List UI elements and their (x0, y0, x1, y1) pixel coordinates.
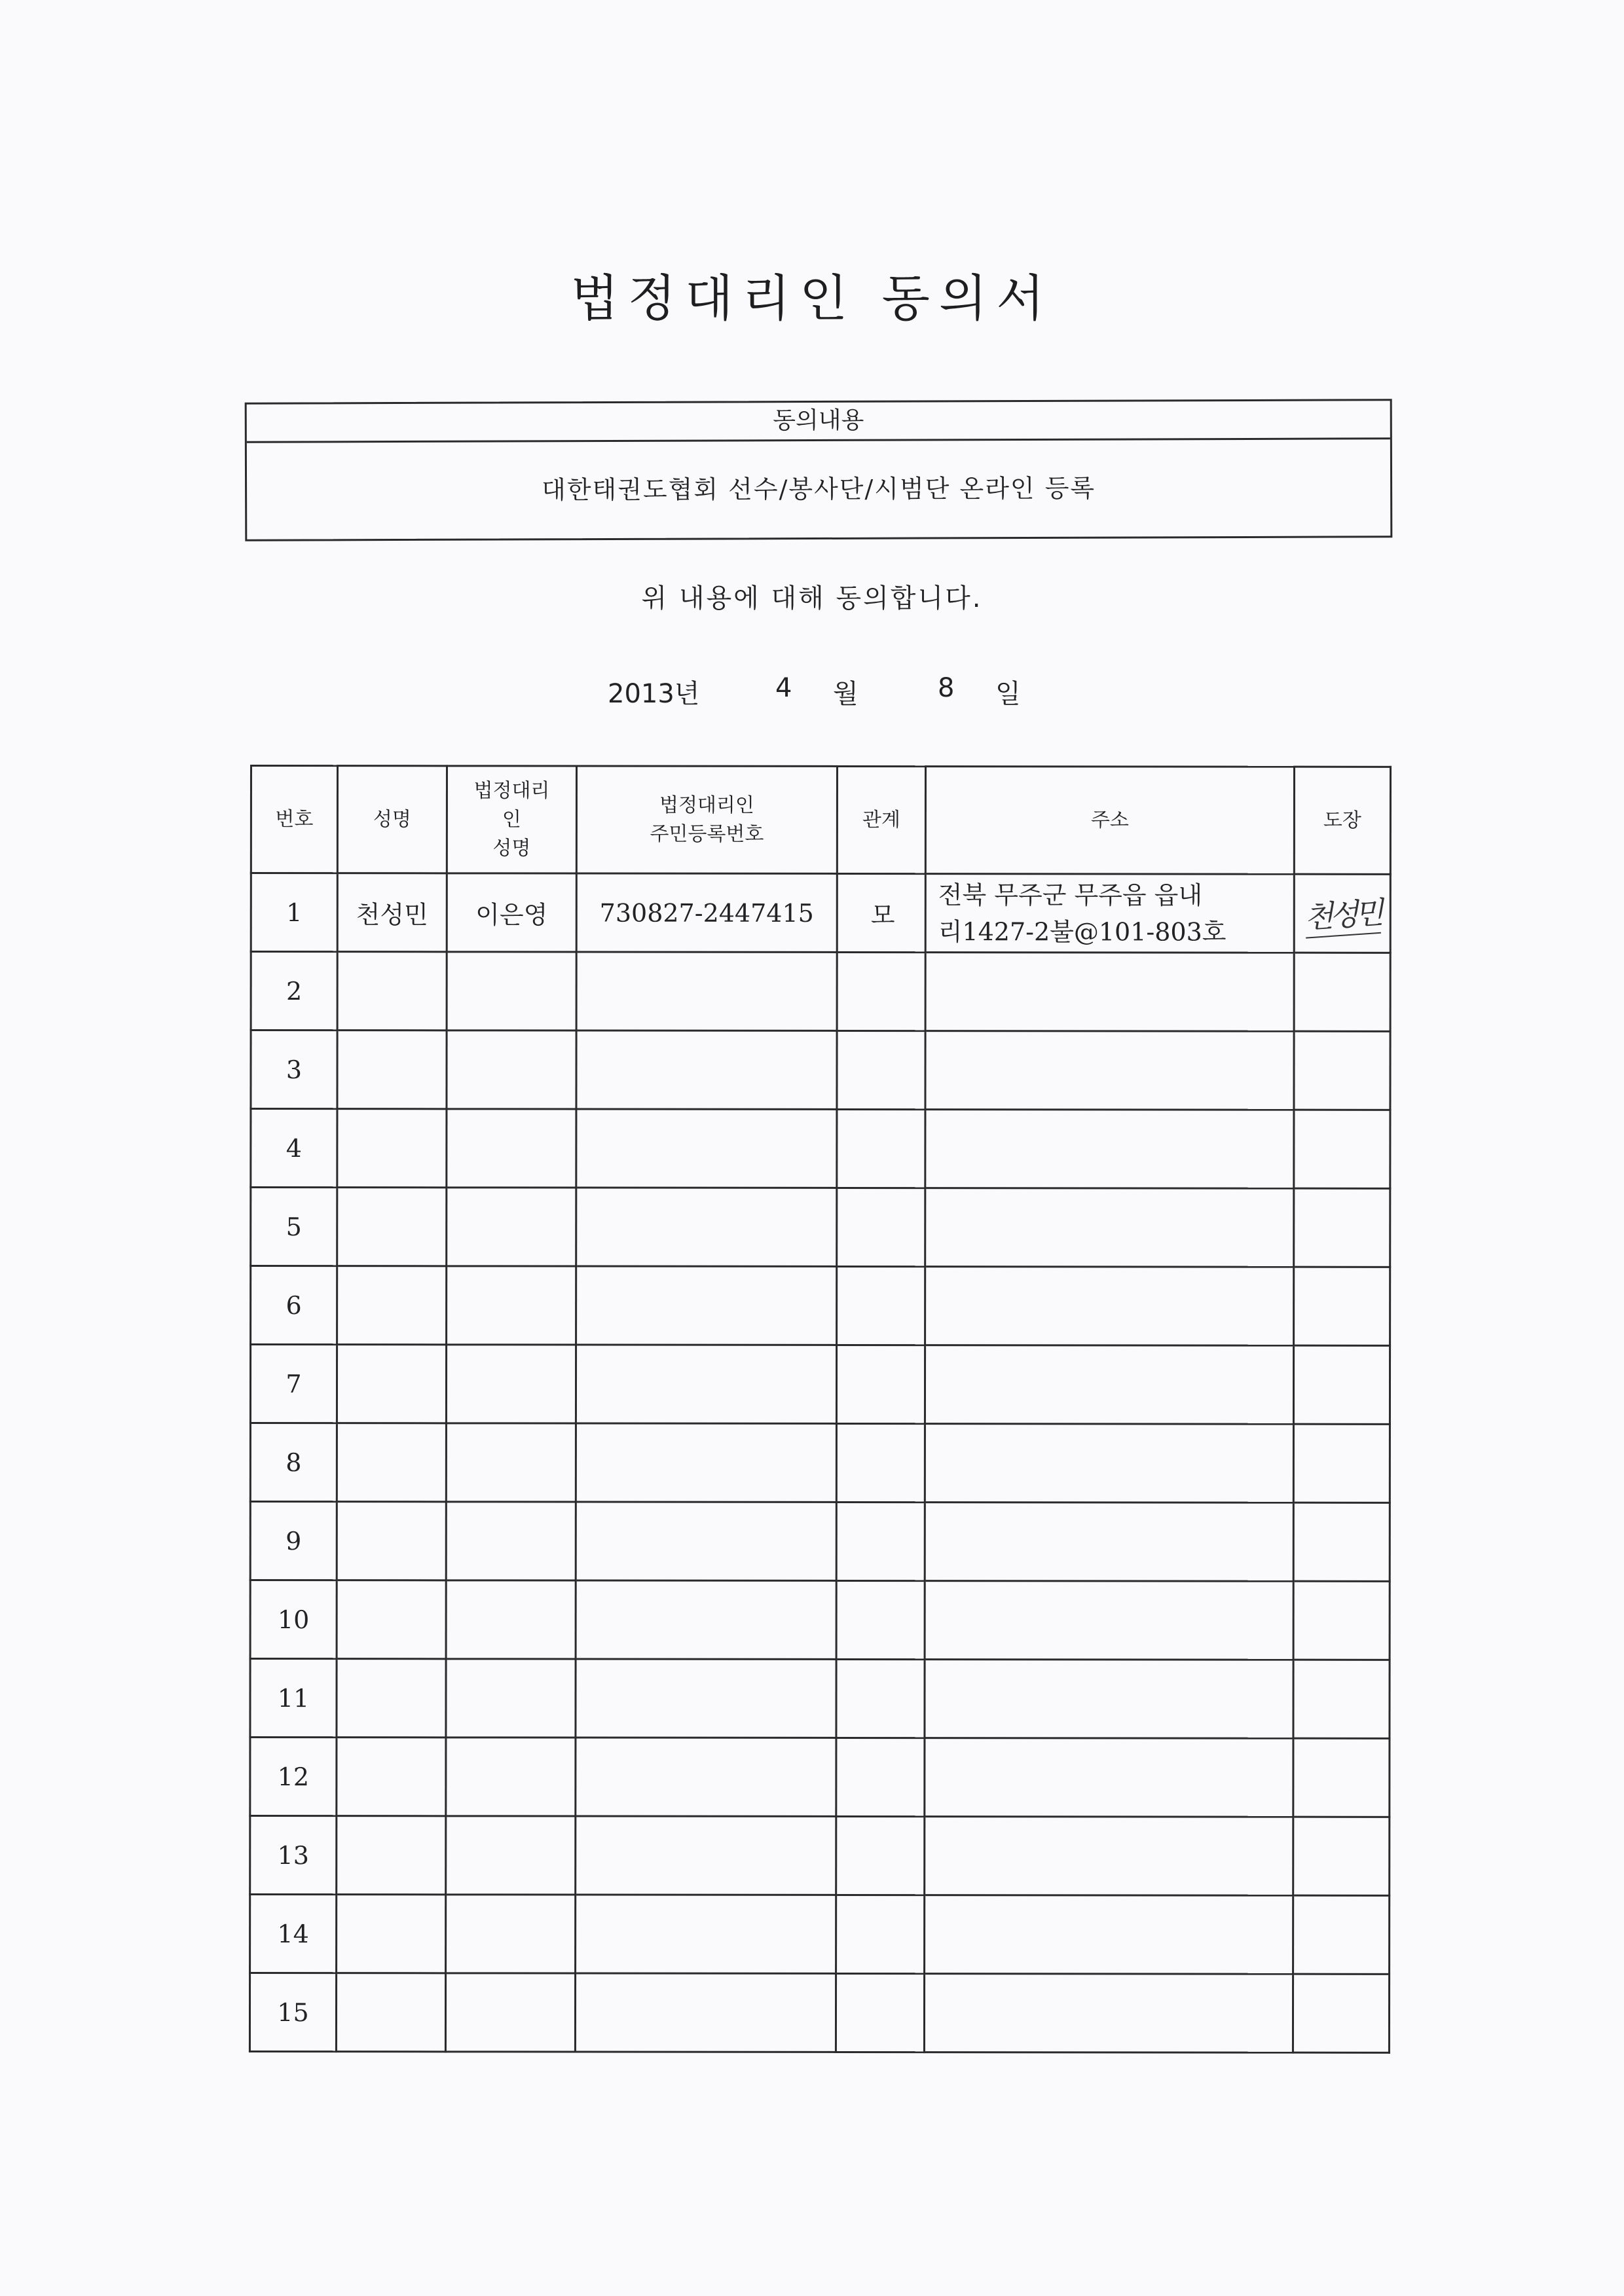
cell-relation (837, 1266, 925, 1345)
table-row (250, 1738, 1390, 1817)
cell-relation (837, 1030, 925, 1109)
cell-address (925, 1895, 1293, 1975)
cell-name (337, 1345, 446, 1423)
cell-no: 4 (251, 1109, 337, 1188)
cell-no: 8 (250, 1423, 337, 1502)
cell-seal (1294, 1267, 1390, 1345)
cell-guardian-id (575, 1973, 836, 2052)
cell-no: 12 (250, 1738, 337, 1816)
table-row (250, 1502, 1390, 1582)
cell-relation (836, 1738, 925, 1816)
cell-relation (836, 1345, 925, 1423)
cell-no: 6 (251, 1266, 337, 1345)
cell-guardian-id (576, 1188, 837, 1266)
cell-guardian-id (576, 1580, 836, 1659)
cell-name (337, 1816, 446, 1895)
cell-guardian-id (576, 1502, 836, 1580)
cell-guardian-name (447, 1030, 576, 1109)
cell-seal (1294, 874, 1390, 953)
consent-content-box (245, 399, 1393, 541)
page-title: 법정대리인 동의서 (570, 269, 1054, 327)
cell-address (925, 1031, 1294, 1110)
cell-guardian-name (447, 952, 576, 1030)
cell-seal (1294, 1188, 1390, 1267)
cell-guardian-name (445, 1973, 575, 2052)
cell-address (925, 1188, 1294, 1267)
cell-no: 3 (251, 1030, 337, 1109)
table-row (250, 1580, 1390, 1660)
cell-seal (1293, 1345, 1390, 1424)
date-day: 8 (938, 673, 955, 703)
table-row (250, 1345, 1390, 1425)
cell-seal (1294, 1110, 1390, 1188)
cell-name (337, 1030, 447, 1109)
cell-address (924, 1974, 1293, 2053)
cell-no: 11 (250, 1659, 337, 1738)
date-month: 4 (775, 673, 792, 703)
header-relation: 관계 (837, 766, 925, 873)
cell-address-line2: 리1427-2불@101-803호 (938, 917, 1227, 947)
table-row (251, 1109, 1390, 1189)
cell-name (336, 1973, 445, 2052)
cell-guardian-id (576, 1738, 836, 1816)
cell-no: 7 (250, 1345, 337, 1423)
table-row (250, 1895, 1390, 1975)
cell-no: 2 (251, 952, 337, 1030)
cell-guardian-name (446, 1502, 576, 1580)
table-row (249, 1973, 1389, 2053)
cell-relation (836, 1895, 925, 1973)
table-row (251, 1030, 1390, 1110)
table-row (250, 1659, 1390, 1739)
cell-address (925, 1503, 1293, 1582)
cell-address (925, 1345, 1293, 1425)
header-address: 주소 (925, 767, 1294, 875)
cell-relation (836, 1502, 925, 1580)
cell-relation (836, 1423, 925, 1502)
cell-name (337, 1266, 447, 1345)
cell-guardian-name (447, 1188, 576, 1266)
cell-guardian-id (576, 1345, 836, 1423)
cell-guardian-name (447, 1109, 576, 1188)
header-guardian-name-line1: 법정대리 (473, 778, 550, 802)
cell-relation (837, 1109, 925, 1188)
header-guardian-id (576, 766, 837, 873)
cell-relation (837, 1188, 925, 1266)
cell-seal (1293, 1503, 1390, 1581)
header-no: 번호 (251, 766, 337, 873)
cell-name (337, 952, 447, 1030)
cell-seal (1293, 1738, 1390, 1817)
cell-guardian-name (447, 1266, 576, 1345)
header-name: 성명 (337, 766, 447, 873)
cell-relation (836, 1580, 925, 1659)
cell-address (925, 1581, 1293, 1660)
cell-guardian-id (576, 1816, 836, 1895)
date-day-label: 일 (995, 679, 1021, 709)
consent-content-body: 대한태권도협회 선수/봉사단/시범단 온라인 등록 (542, 473, 1096, 505)
cell-guardian-id (576, 1266, 837, 1345)
table-row (250, 1423, 1390, 1503)
cell-address (925, 1267, 1294, 1346)
cell-seal (1293, 1424, 1390, 1503)
cell-relation (836, 1973, 924, 2052)
cell-seal (1293, 1581, 1390, 1660)
cell-no: 15 (249, 1973, 336, 2052)
cell-guardian-name (446, 1816, 576, 1895)
cell-guardian-name (446, 1580, 576, 1659)
cell-no: 9 (250, 1502, 337, 1580)
table-row (251, 952, 1390, 1032)
header-guardian-id-line2: 주민등록번호 (650, 822, 764, 846)
table-row (250, 1816, 1390, 1896)
cell-address (925, 1817, 1293, 1896)
header-guardian-name-line3: 성명 (492, 836, 531, 860)
cell-no: 1 (251, 873, 337, 952)
cell-no: 10 (250, 1580, 337, 1659)
cell-name (337, 1895, 446, 1973)
date-year: 2013년 (608, 679, 700, 709)
cell-relation: 모 (837, 873, 925, 952)
cell-guardian-name (446, 1345, 576, 1423)
cell-address (925, 1660, 1293, 1739)
cell-relation (836, 1659, 925, 1738)
cell-guardian-name (446, 1738, 576, 1816)
cell-guardian-id (576, 1030, 837, 1109)
cell-guardian-name (446, 1895, 576, 1973)
cell-seal (1293, 1895, 1390, 1974)
cell-guardian-id (576, 1423, 836, 1502)
cell-guardian-name (446, 1659, 576, 1738)
cell-guardian-id: 730827-2447415 (576, 873, 837, 952)
table-row (251, 873, 1390, 953)
cell-relation (836, 1816, 925, 1895)
cell-address (925, 874, 1294, 953)
header-guardian-name-line2: 인 (502, 807, 521, 831)
cell-no: 13 (250, 1816, 337, 1895)
cell-seal (1293, 1817, 1390, 1895)
cell-address-line1: 전북 무주군 무주읍 읍내 (938, 880, 1203, 910)
cell-guardian-id (576, 952, 837, 1030)
handwritten-signature: 천성민 (1303, 888, 1382, 938)
cell-address (925, 1110, 1294, 1189)
cell-name (337, 1580, 446, 1659)
cell-name (337, 1659, 446, 1738)
consent-content-header: 동의내용 (247, 401, 1390, 443)
cell-name: 천성민 (337, 873, 447, 952)
cell-seal (1293, 1660, 1390, 1738)
cell-guardian-id (576, 1659, 836, 1738)
cell-name (337, 1738, 446, 1816)
cell-guardian-id (576, 1109, 837, 1188)
cell-name (337, 1109, 447, 1188)
cell-no: 5 (251, 1188, 337, 1266)
cell-seal (1294, 953, 1390, 1031)
table-row (251, 1188, 1390, 1267)
cell-seal (1293, 1974, 1389, 2052)
cell-relation (837, 952, 925, 1030)
cell-seal (1294, 1031, 1390, 1110)
cell-address (925, 1424, 1293, 1503)
date-line (608, 673, 1066, 709)
table-row (251, 1266, 1390, 1346)
cell-name (337, 1502, 446, 1580)
cell-name (337, 1423, 446, 1502)
cell-guardian-id (576, 1895, 836, 1973)
cell-address (925, 953, 1294, 1032)
cell-no: 14 (250, 1895, 337, 1973)
header-guardian-name (447, 766, 576, 873)
agree-statement: 위 내용에 대해 동의합니다. (641, 583, 983, 613)
cell-guardian-name: 이은영 (447, 873, 576, 952)
cell-guardian-name (446, 1423, 576, 1502)
cell-address (925, 1738, 1293, 1817)
header-seal: 도장 (1294, 767, 1390, 874)
table-header-row (251, 766, 1390, 875)
date-month-label: 월 (833, 679, 858, 709)
guardian-table (249, 765, 1392, 2054)
header-guardian-id-line1: 법정대리인 (659, 793, 754, 817)
cell-name (337, 1188, 447, 1266)
